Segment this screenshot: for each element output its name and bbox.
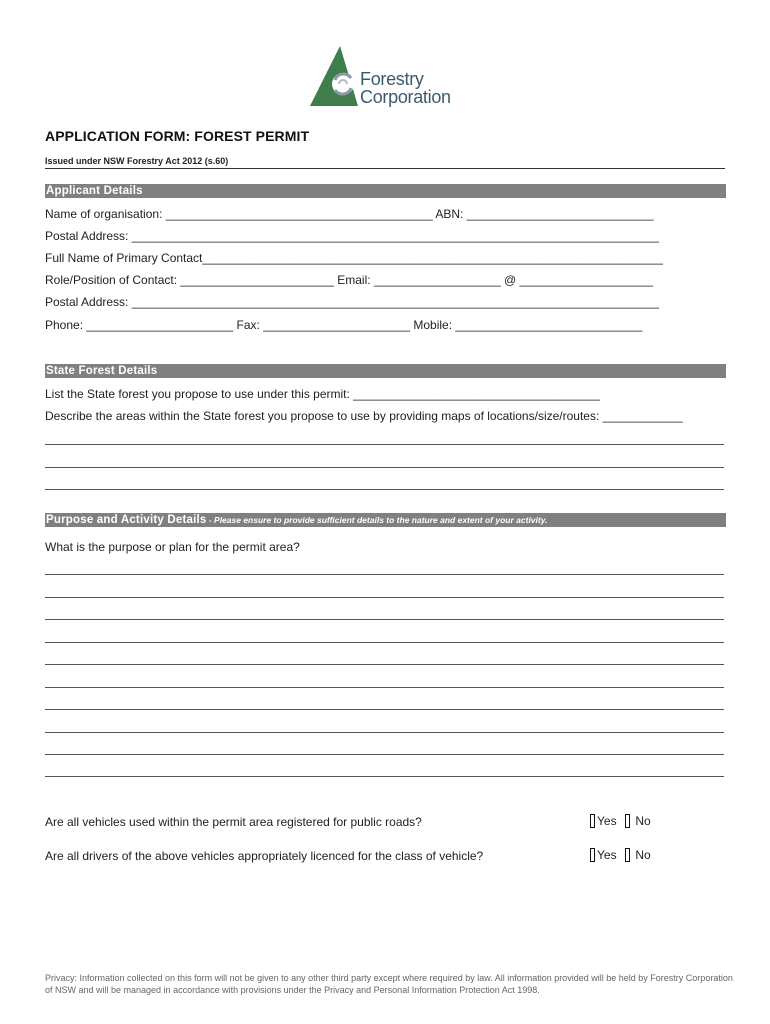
purpose-blank-line[interactable]: [45, 619, 724, 620]
drivers-licenced-no-option[interactable]: [625, 848, 651, 862]
postal-address-field-2[interactable]: Postal Address: _______________________________________________________________________________: [45, 295, 659, 309]
forest-section-heading: [45, 364, 726, 378]
logo-line-2: Corporation: [360, 87, 451, 107]
areas-blank-line[interactable]: [45, 444, 724, 445]
form-title: APPLICATION FORM: FOREST PERMIT: [45, 128, 310, 144]
organisation-abn-field[interactable]: Name of organisation: ________________________________________ ABN: ____________________________: [45, 207, 654, 221]
purpose-blank-line[interactable]: [45, 709, 724, 710]
purpose-blank-line[interactable]: [45, 732, 724, 733]
yes-checkbox[interactable]: [590, 814, 595, 828]
no-checkbox[interactable]: [625, 848, 630, 862]
purpose-blank-line[interactable]: [45, 597, 724, 598]
no-checkbox[interactable]: [625, 814, 630, 828]
areas-description-field[interactable]: Describe the areas within the State forest you propose to use by providing maps of locations/size/routes: ____________: [45, 409, 683, 423]
purpose-heading-text: Purpose and Activity Details: [46, 514, 207, 526]
purpose-blank-line[interactable]: [45, 642, 724, 643]
title-rule: [45, 168, 725, 169]
role-email-field[interactable]: Role/Position of Contact: _______________________ Email: ___________________ @ ____________________: [45, 273, 654, 287]
primary-contact-field[interactable]: Full Name of Primary Contact_____________________________________________________________________: [45, 251, 663, 265]
applicant-section-heading: [45, 184, 726, 198]
logo-text: [360, 70, 451, 106]
purpose-question: What is the purpose or plan for the permit area?: [45, 540, 300, 554]
no-label: No: [635, 814, 651, 828]
drivers-licenced-yes-option[interactable]: [590, 848, 617, 862]
vehicles-registered-yes-option[interactable]: [590, 814, 617, 828]
purpose-heading-note: - Please ensure to provide sufficient details to the nature and extent of your activity.: [206, 515, 548, 525]
no-label: No: [635, 848, 651, 862]
postal-address-field[interactable]: Postal Address: _______________________________________________________________________________: [45, 229, 659, 243]
phone-fax-mobile-field[interactable]: Phone: ______________________ Fax: ______________________ Mobile: ____________________________: [45, 318, 643, 332]
areas-blank-line[interactable]: [45, 467, 724, 468]
areas-blank-line[interactable]: [45, 489, 724, 490]
forest-heading-text: State Forest Details: [46, 365, 158, 377]
state-forest-field[interactable]: List the State forest you propose to use under this permit: _____________________________________: [45, 387, 601, 401]
purpose-blank-line[interactable]: [45, 687, 724, 688]
yes-label: Yes: [597, 848, 617, 862]
purpose-blank-line[interactable]: [45, 776, 724, 777]
applicant-heading-text: Applicant Details: [46, 185, 143, 197]
form-subtitle: Issued under NSW Forestry Act 2012 (s.60): [45, 156, 229, 166]
yes-label: Yes: [597, 814, 617, 828]
purpose-section-heading: [45, 513, 726, 527]
vehicles-registered-question: Are all vehicles used within the permit area registered for public roads?: [45, 815, 422, 829]
privacy-notice: Privacy: Information collected on this form will not be given to any other third party except where required by law. All information provided will be held by Forestry Corporation of NSW and will be managed in accordance with provisions under the Privacy and Personal Information Protection Act 1998.: [45, 973, 733, 995]
drivers-licenced-question: Are all drivers of the above vehicles appropriately licenced for the class of vehicle?: [45, 849, 484, 863]
purpose-blank-line[interactable]: [45, 664, 724, 665]
purpose-blank-line[interactable]: [45, 754, 724, 755]
vehicles-registered-no-option[interactable]: [625, 814, 651, 828]
purpose-blank-line[interactable]: [45, 574, 724, 575]
yes-checkbox[interactable]: [590, 848, 595, 862]
logo-line-1: Forestry: [360, 69, 424, 89]
